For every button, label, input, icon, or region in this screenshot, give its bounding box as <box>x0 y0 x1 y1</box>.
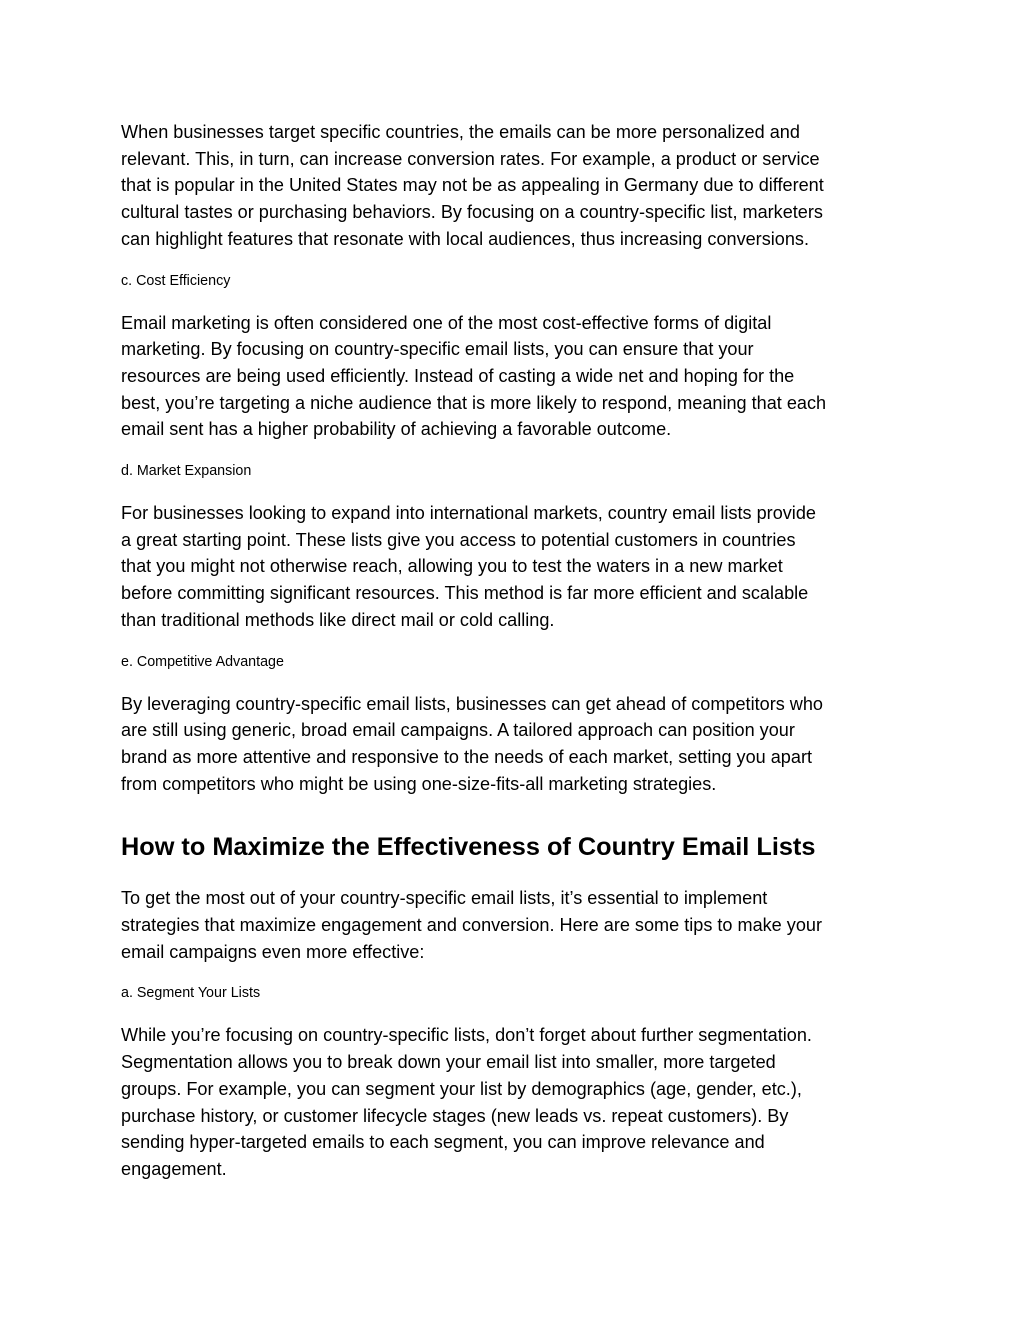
paragraph-line: For businesses looking to expand into international markets, country email lists provide <box>121 503 816 524</box>
paragraph-line: that you might not otherwise reach, allowing you to test the waters in a new market <box>121 556 783 577</box>
paragraph-line: from competitors who might be using one-size-fits-all marketing strategies. <box>121 773 717 794</box>
paragraph-line: email campaigns even more effective: <box>121 941 425 962</box>
paragraph-line: sending hyper-targeted emails to each segment, you can improve relevance and <box>121 1132 765 1153</box>
subheading-segment-lists: a. Segment Your Lists <box>121 985 261 1002</box>
paragraph-segment-lists <box>121 1022 911 1182</box>
paragraph-line: Segmentation allows you to break down your email list into smaller, more targeted <box>121 1052 776 1073</box>
paragraph-line: cultural tastes or purchasing behaviors. By focusing on a country-specific list, marketers <box>121 202 823 223</box>
paragraph-line: marketing. By focusing on country-specific email lists, you can ensure that your <box>121 339 754 360</box>
subheading-competitive-advantage: e. Competitive Advantage <box>121 653 284 670</box>
paragraph-line: While you’re focusing on country-specific lists, don’t forget about further segmentation. <box>121 1025 812 1046</box>
subheading-cost-efficiency: c. Cost Efficiency <box>121 272 231 289</box>
paragraph-line: email sent has a higher probability of achieving a favorable outcome. <box>121 419 672 440</box>
paragraph-line: Email marketing is often considered one of the most cost-effective forms of digital <box>121 312 772 333</box>
document-page <box>121 119 911 1183</box>
section-heading: How to Maximize the Effectiveness of Country Email Lists <box>121 833 816 862</box>
paragraph-line: engagement. <box>121 1158 227 1179</box>
paragraph-line: best, you’re targeting a niche audience that is more likely to respond, meaning that each <box>121 392 827 413</box>
paragraph-cost-efficiency <box>121 310 911 444</box>
subheading-market-expansion: d. Market Expansion <box>121 463 252 480</box>
paragraph-line: can highlight features that resonate with local audiences, thus increasing conversions. <box>121 228 809 249</box>
paragraph-competitive-advantage <box>121 691 911 798</box>
paragraph-line: relevant. This, in turn, can increase conversion rates. For example, a product or service <box>121 148 820 169</box>
paragraph-line: are still using generic, broad email campaigns. A tailored approach can position your <box>121 720 795 741</box>
paragraph-line: When businesses target specific countries, the emails can be more personalized and <box>121 122 800 142</box>
paragraph-line: a great starting point. These lists give you access to potential customers in countries <box>121 529 796 550</box>
paragraph-line: strategies that maximize engagement and conversion. Here are some tips to make your <box>121 915 822 936</box>
paragraph-line: resources are being used efficiently. Instead of casting a wide net and hoping for the <box>121 365 795 386</box>
paragraph-line: that is popular in the United States may not be as appealing in Germany due to different <box>121 175 824 196</box>
paragraph-line: To get the most out of your country-specific email lists, it’s essential to implement <box>121 888 768 909</box>
paragraph-line: than traditional methods like direct mail or cold calling. <box>121 609 555 630</box>
paragraph-line: brand as more attentive and responsive to the needs of each market, setting you apart <box>121 746 812 767</box>
paragraph-maximize-intro <box>121 885 911 965</box>
paragraph-line: before committing significant resources. This method is far more efficient and scalable <box>121 583 809 604</box>
paragraph-personalization <box>121 119 911 253</box>
paragraph-line: groups. For example, you can segment your list by demographics (age, gender, etc.), <box>121 1078 802 1099</box>
paragraph-line: purchase history, or customer lifecycle stages (new leads vs. repeat customers). By <box>121 1105 789 1126</box>
paragraph-market-expansion <box>121 500 911 634</box>
paragraph-line: By leveraging country-specific email lists, businesses can get ahead of competitors who <box>121 693 823 714</box>
